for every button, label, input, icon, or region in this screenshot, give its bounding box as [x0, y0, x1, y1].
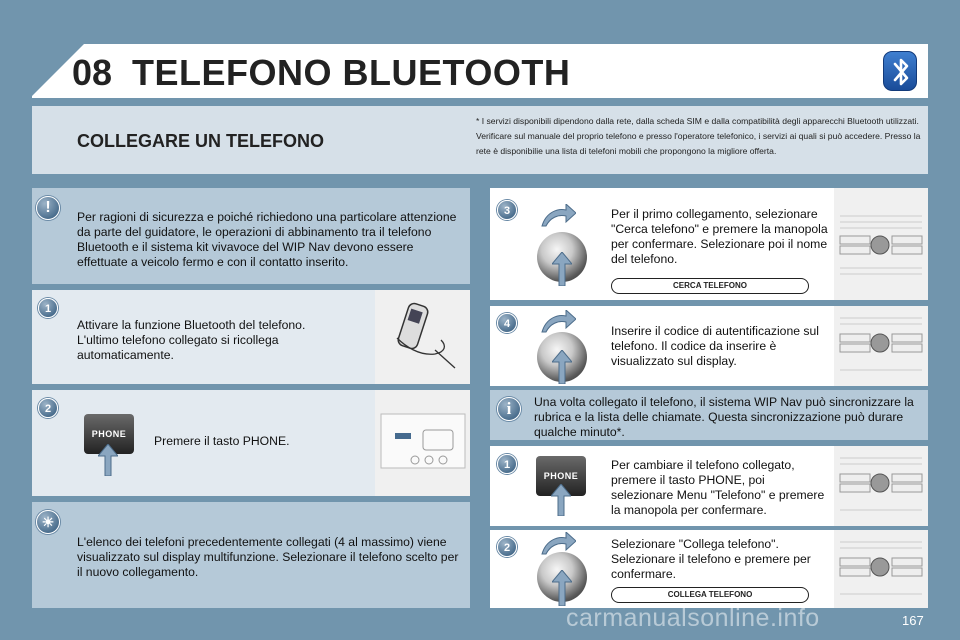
step1-number: 1 — [38, 298, 58, 318]
up-arrow-icon — [552, 252, 572, 291]
step4-text: Inserire il codice di autentificazione sul telefono. Il codice da inserire è visualizzato sul display. — [611, 324, 819, 368]
phone-button: PHONE — [536, 456, 586, 496]
section-title: COLLEGARE UN TELEFONO — [77, 131, 324, 151]
step3-text: Per il primo collegamento, selezionare "Cerca telefono" e premere la manopola per confermare. Selezionare poi il nome del telefono. — [611, 207, 828, 266]
phone-hand-illustration — [375, 290, 470, 384]
phone-button: PHONE — [84, 414, 134, 454]
up-arrow-icon — [551, 484, 571, 521]
radio-unit-illustration — [834, 188, 928, 300]
step2-number: 2 — [38, 398, 58, 418]
radio-unit-illustration — [834, 530, 928, 608]
watermark: carmanualsonline.info — [566, 604, 820, 632]
step1-text: Attivare la funzione Bluetooth del telefono. L'ultimo telefono collegato si ricollega automaticamente. — [77, 318, 306, 362]
up-arrow-icon — [98, 444, 118, 481]
page-number: 167 — [902, 613, 924, 628]
chapter-number: 08 — [72, 52, 113, 93]
bluetooth-icon — [883, 51, 917, 91]
info-icon: i — [497, 397, 521, 421]
footnote: * I servizi disponibili dipendono dalla rete, dalla scheda SIM e dalla compatibilità degli apparecchi Bluetooth utilizzati. Verificare sul manuale del proprio telefono e presso l'operatore telefonico, i servizi ai quali si può accedere. Presso la rete è disponibilie una lista di telefoni mobili che propongono la migliore offerta. — [476, 116, 921, 156]
step4-number: 4 — [497, 313, 517, 333]
tip-icon: ☀ — [36, 510, 60, 534]
up-arrow-icon — [552, 350, 572, 389]
screen-label-cerca-telefono: CERCA TELEFONO — [611, 278, 809, 294]
tip-text: L'elenco dei telefoni precedentemente collegati (4 al massimo) viene visualizzato sul display multifunzione. Selezionare il telefono scelto per il nuovo collegamento. — [77, 535, 459, 579]
exclamation-icon: ! — [36, 196, 60, 220]
radio-unit-illustration — [834, 306, 928, 386]
change1-number: 1 — [497, 454, 517, 474]
warning-text: Per ragioni di sicurezza e poiché richiedono una particolare attenzione da parte del guidatore, le operazioni di abbinamento tra il telefono Bluetooth e il sistema kit vivavoce del WIP Nav devono essere effettuate a veicolo fermo e con il contatto inserito. — [77, 210, 457, 269]
screen-label-collega-telefono: COLLEGA TELEFONO — [611, 587, 809, 603]
info-text: Una volta collegato il telefono, il sistema WIP Nav può sincronizzare la rubrica e la lista delle chiamate. Questa sincronizzazione può durare qualche minuto*. — [534, 395, 914, 439]
curved-arrow-icon — [540, 204, 576, 233]
step3-number: 3 — [497, 200, 517, 220]
change2-text: Selezionare "Collega telefono". Selezionare il telefono e premere per confermare. — [611, 537, 811, 581]
change2-number: 2 — [497, 537, 517, 557]
chapter-title: TELEFONO BLUETOOTH — [132, 52, 571, 93]
change1-text: Per cambiare il telefono collegato, premere il tasto PHONE, poi selezionare Menu "Telefono" e premere la manopola per confermare. — [611, 458, 825, 517]
radio-unit-illustration — [834, 446, 928, 526]
step2-text: Premere il tasto PHONE. — [154, 434, 290, 448]
radio-unit-illustration — [375, 390, 470, 496]
